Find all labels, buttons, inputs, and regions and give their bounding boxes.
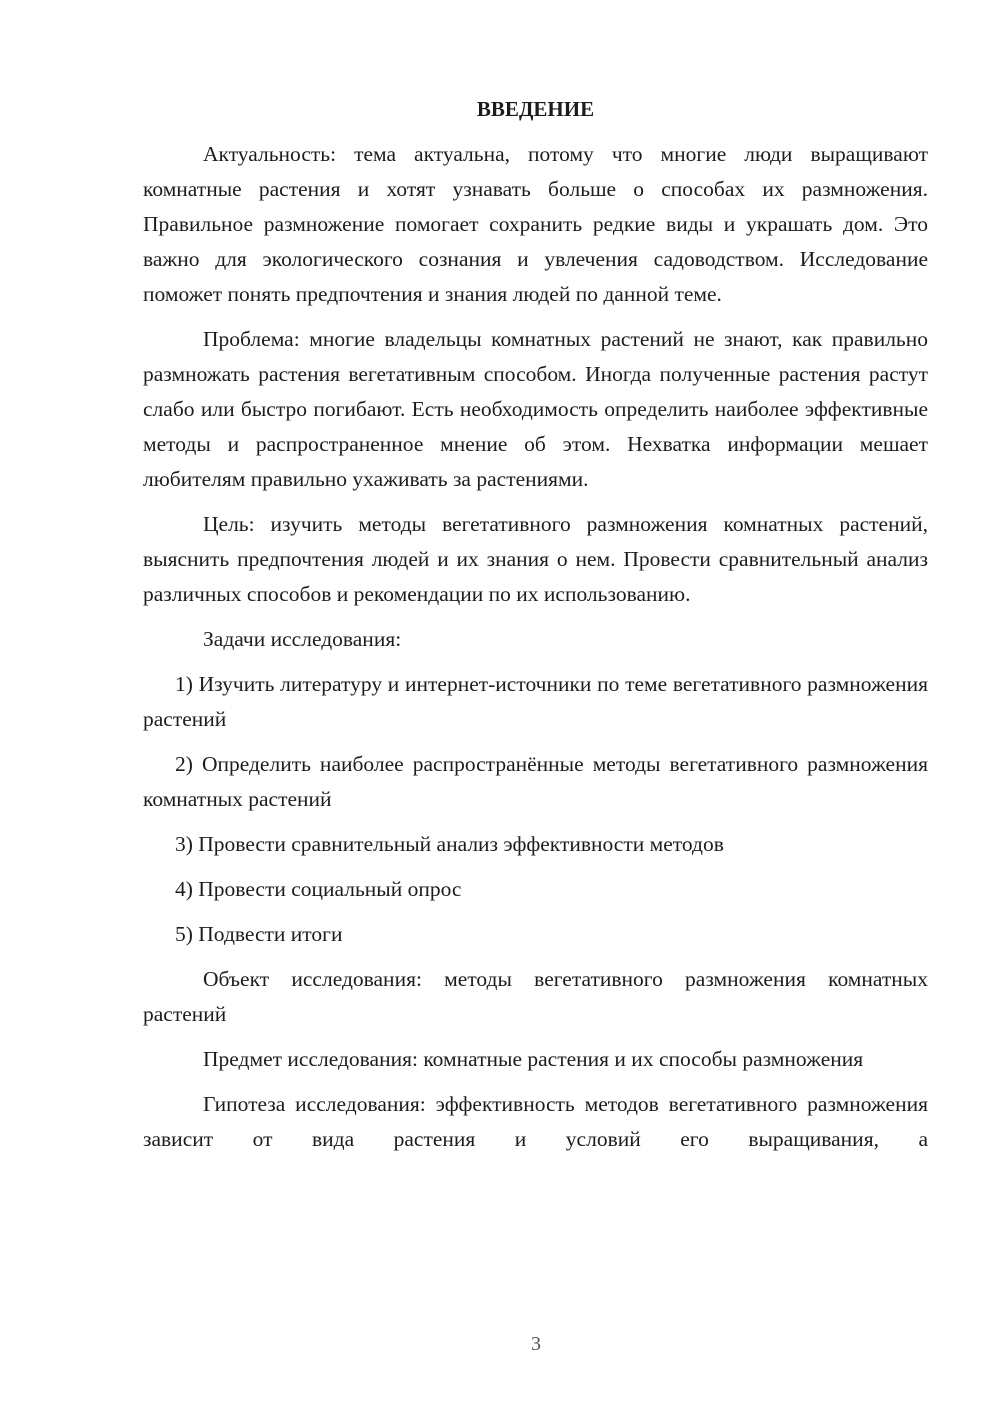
subject-paragraph: Предмет исследования: комнатные растения и их способы размножения <box>203 1047 864 1071</box>
relevance-paragraph: Актуальность: тема актуальна, потому что многие люди выращивают комнатные растения и хотят узнавать больше о способах их размножения. Правильное размножение помогает сохранить редкие виды и украшать дом. Это важно для экологического сознания и увлечения садоводством. Исследование поможет понять предпочтения и знания людей по данной теме. <box>143 142 928 306</box>
page-number: 3 <box>531 1333 541 1355</box>
task-item: 3) Провести сравнительный анализ эффективности методов <box>175 832 724 856</box>
object-paragraph: Объект исследования: методы вегетативного размножения комнатных растений <box>143 967 928 1026</box>
hypothesis-paragraph: Гипотеза исследования: эффективность методов вегетативного размножения зависит от вида растения и условий его выращивания, а <box>143 1092 928 1151</box>
document-page <box>143 92 928 1167</box>
task-item: 4) Провести социальный опрос <box>175 877 462 901</box>
task-item: 5) Подвести итоги <box>175 922 343 946</box>
task-item: 2) Определить наиболее распространённые методы вегетативного размножения комнатных растений <box>143 752 928 811</box>
tasks-list <box>143 667 928 952</box>
task-item: 1) Изучить литературу и интернет-источники по теме вегетативного размножения растений <box>143 672 928 731</box>
problem-paragraph: Проблема: многие владельцы комнатных растений не знают, как правильно размножать растения вегетативным способом. Иногда полученные растения растут слабо или быстро погибают. Есть необходимость определить наиболее эффективные методы и распространенное мнение об этом. Нехватка информации мешает любителям правильно ухаживать за растениями. <box>143 327 928 491</box>
goal-paragraph: Цель: изучить методы вегетативного размножения комнатных растений, выяснить предпочтения людей и их знания о нем. Провести сравнительный анализ различных способов и рекомендации по их использованию. <box>143 512 928 606</box>
section-title: ВВЕДЕНИЕ <box>476 97 595 121</box>
tasks-heading: Задачи исследования: <box>203 627 402 651</box>
